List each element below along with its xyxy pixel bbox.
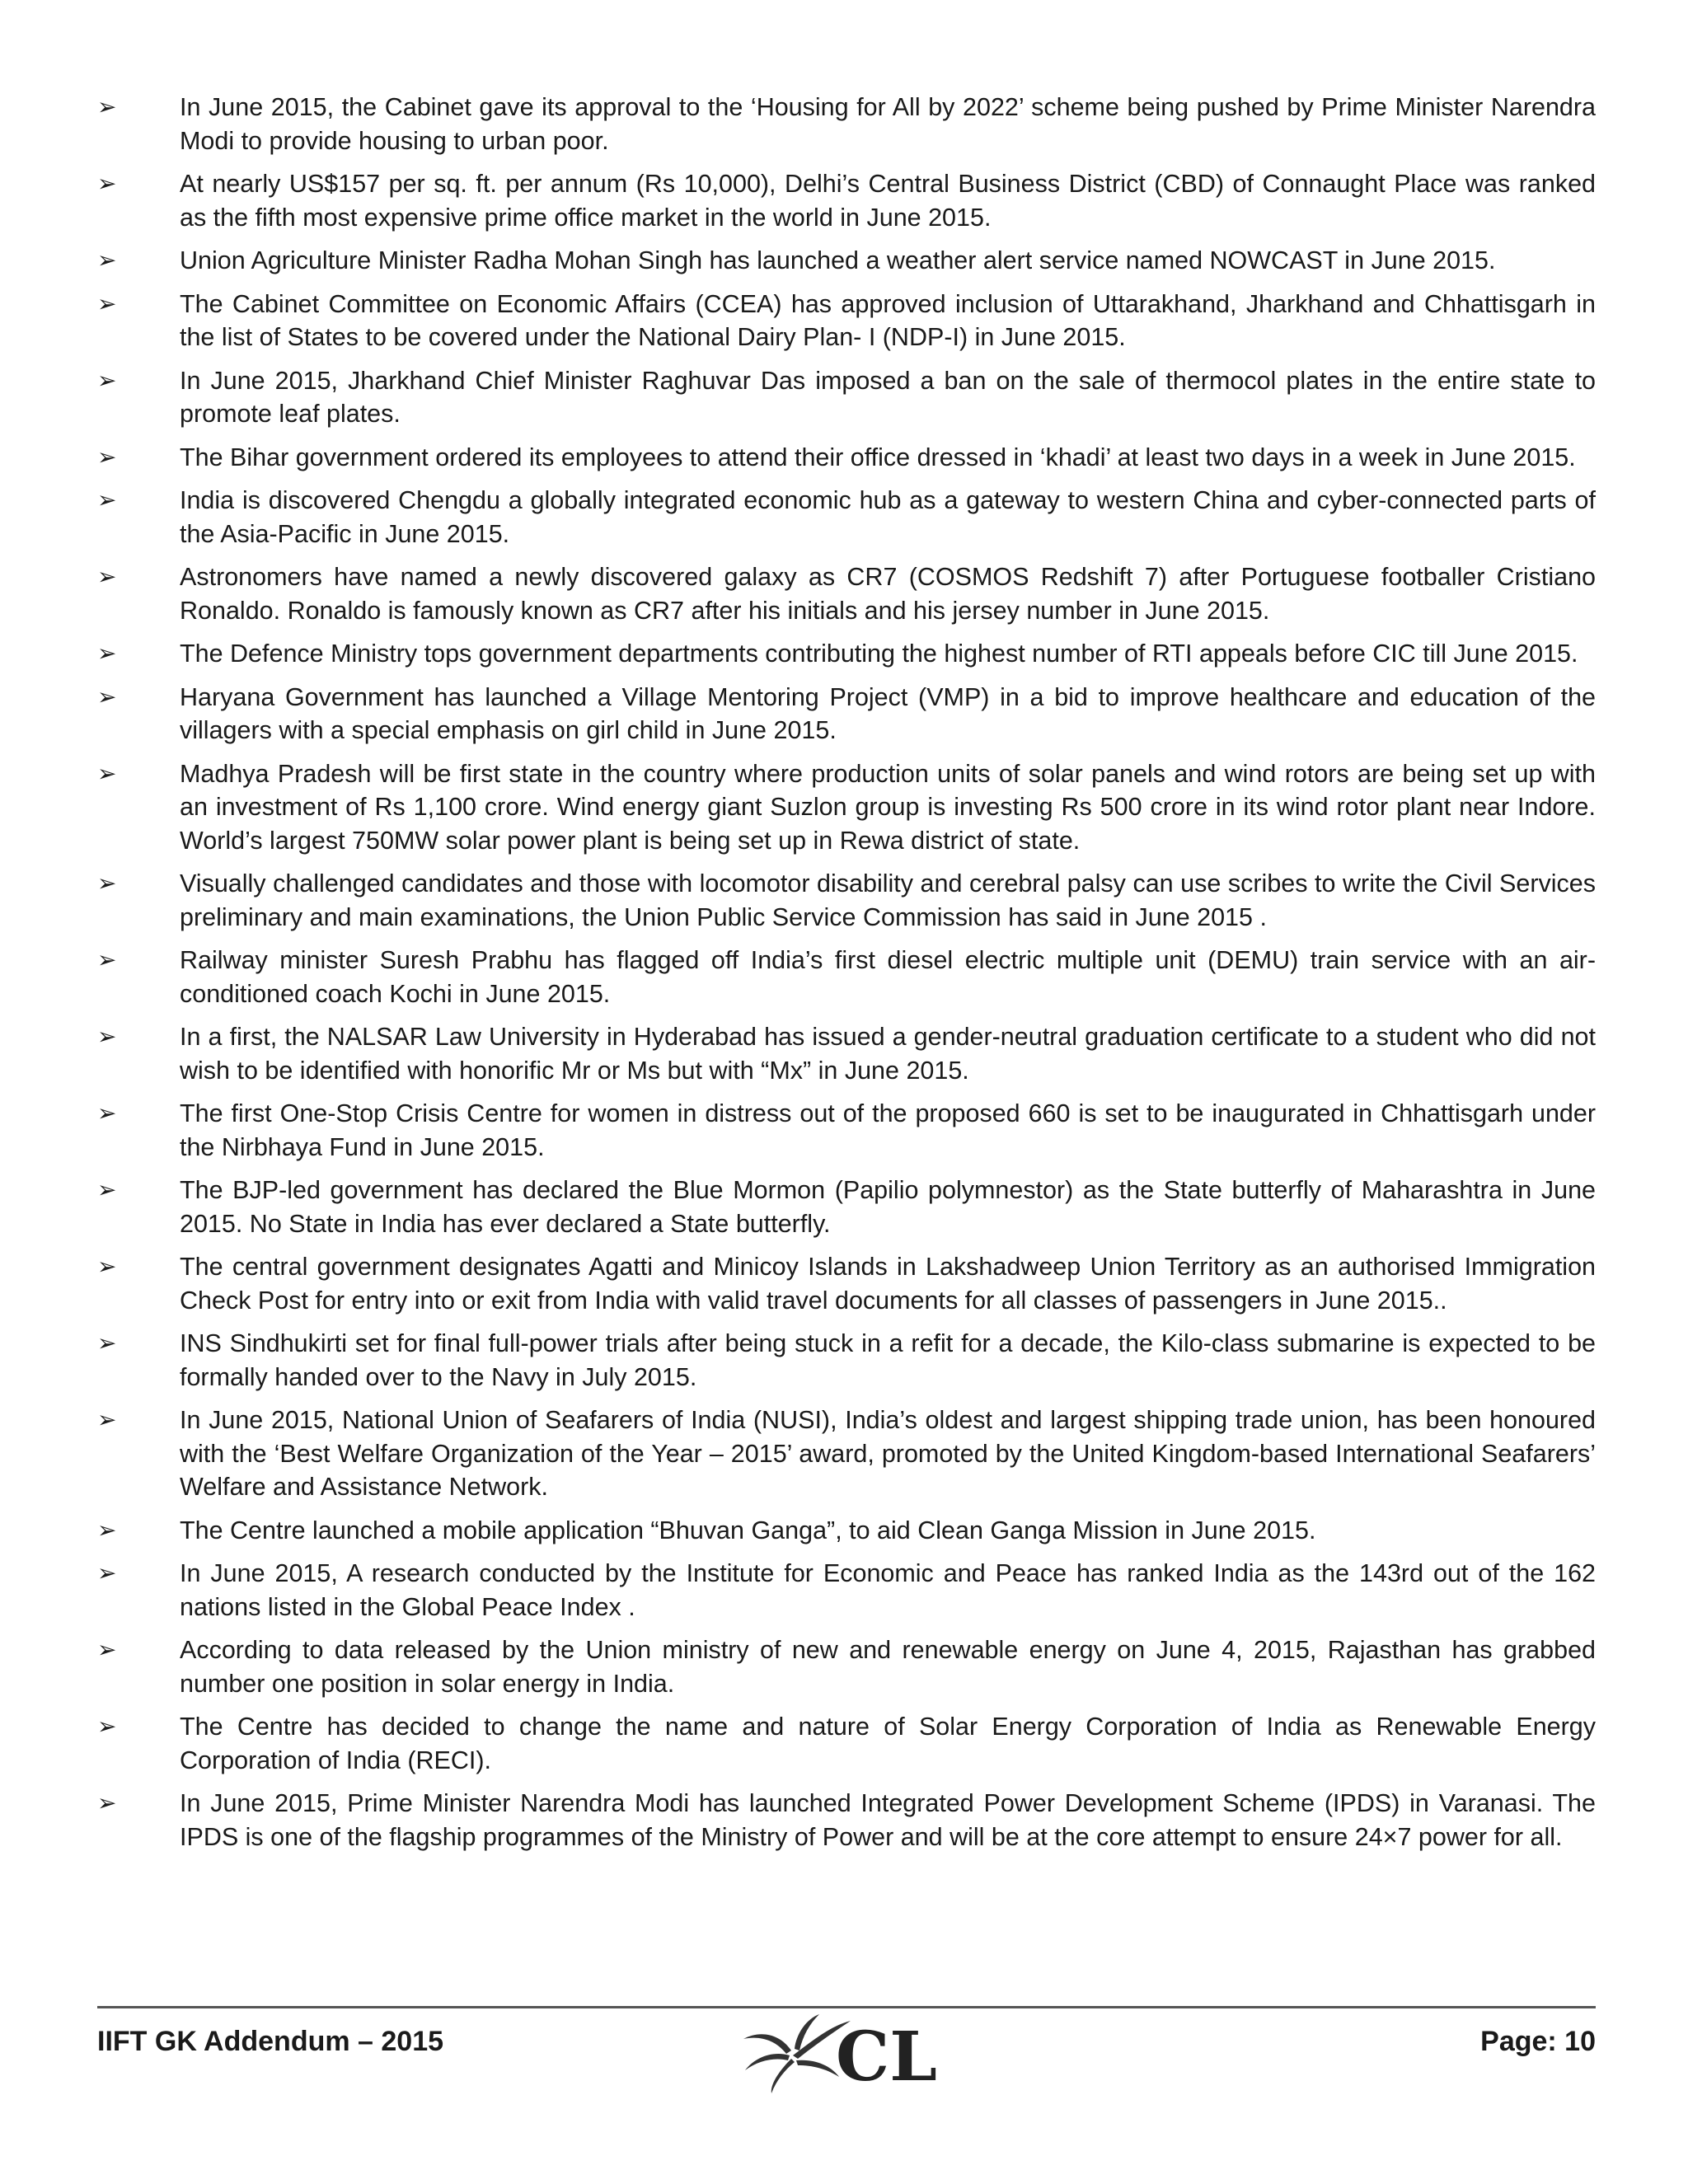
bullet-item (97, 944, 1596, 1010)
bullet-text: In June 2015, Prime Minister Narendra Modi has launched Integrated Power Development Scheme (IPDS) in Varanasi. The IPDS is one of the flagship programmes of the Ministry of Power and will be at the core attempt to ensure 24×7 power for all. (180, 1789, 1596, 1851)
bullet-text: The Centre has decided to change the name and nature of Solar Energy Corporation of India as Renewable Energy Corporation of India (RECI). (180, 1713, 1596, 1774)
bullet-item (97, 867, 1596, 934)
bullet-arrow-icon: ➢ (97, 94, 117, 120)
bullet-item (97, 244, 1596, 278)
bullet-arrow-icon: ➢ (97, 640, 117, 666)
bullet-arrow-icon: ➢ (97, 947, 117, 972)
bullet-arrow-icon: ➢ (97, 1330, 117, 1356)
cl-logo-text: CL (836, 2018, 937, 2097)
bullet-text: In June 2015, the Cabinet gave its approval to the ‘Housing for All by 2022’ scheme being pushed by Prime Minister Narendra Modi to provide housing to urban poor. (180, 93, 1596, 155)
bullet-text: The Defence Ministry tops government departments contributing the highest number of RTI appeals before CIC till June 2015. (180, 640, 1578, 668)
bullet-arrow-icon: ➢ (97, 1713, 117, 1739)
bullet-arrow-icon: ➢ (97, 171, 117, 196)
bullet-text: The BJP-led government has declared the Blue Mormon (Papilio polymnestor) as the State butterfly of Maharashtra in June 2015. No State in India has ever declared a State butterfly. (180, 1176, 1596, 1238)
bullet-item (97, 1514, 1596, 1548)
bullet-item (97, 1327, 1596, 1394)
bullet-text: Railway minister Suresh Prabhu has flagged off India’s first diesel electric multiple unit (DEMU) train service with an air-conditioned coach Kochi in June 2015. (180, 946, 1596, 1008)
bullet-arrow-icon: ➢ (97, 443, 117, 470)
bullet-text: The central government designates Agatti and Minicoy Islands in Lakshadweep Union Territory as an authorised Immigration Check Post for entry into or exit from India with valid travel documents for all classes of passengers in June 2015.. (180, 1253, 1596, 1315)
bullet-item (97, 167, 1596, 234)
bullet-item (97, 757, 1596, 858)
bullet-text: In June 2015, Jharkhand Chief Minister Raghuvar Das imposed a ban on the sale of thermocol plates in the entire state to promote leaf plates. (180, 366, 1596, 428)
bullet-text: Astronomers have named a newly discovered galaxy as CR7 (COSMOS Redshift 7) after Portuguese footballer Cristiano Ronaldo. Ronaldo is famously known as CR7 after his initials and his jersey number in June 2015. (180, 563, 1596, 625)
bullet-text: The first One-Stop Crisis Centre for women in distress out of the proposed 660 is set to be inaugurated in Chhattisgarh under the Nirbhaya Fund in June 2015. (180, 1099, 1596, 1161)
bullet-arrow-icon: ➢ (97, 870, 117, 896)
bullet-text: Visually challenged candidates and those with locomotor disability and cerebral palsy can use scribes to write the Civil Services preliminary and main examinations, the Union Public Service Commission has said in June 2015 . (180, 869, 1596, 931)
bullet-arrow-icon: ➢ (97, 1560, 117, 1586)
bullet-item (97, 91, 1596, 157)
bullet-item (97, 1020, 1596, 1087)
bullet-arrow-icon: ➢ (97, 1100, 117, 1126)
bullet-text: INS Sindhukirti set for final full-power trials after being stuck in a refit for a decade, the Kilo-class submarine is expected to be formally handed over to the Navy in July 2015. (180, 1329, 1596, 1391)
bullet-arrow-icon: ➢ (97, 760, 117, 786)
bullet-arrow-icon: ➢ (97, 1177, 117, 1202)
bullet-text: In June 2015, National Union of Seafarers of India (NUSI), India’s oldest and largest shipping trade union, has been honoured with the ‘Best Welfare Organization of the Year – 2015’ award, promoted by the United Kingdom-based International Seafarers’ Welfare and Assistance Network. (180, 1406, 1596, 1501)
bullet-text: Union Agriculture Minister Radha Mohan Singh has launched a weather alert service named NOWCAST in June 2015. (180, 246, 1496, 274)
bullet-arrow-icon: ➢ (97, 1024, 117, 1049)
bullet-arrow-icon: ➢ (97, 247, 117, 273)
bullet-arrow-icon: ➢ (97, 1790, 117, 1816)
cl-logo (734, 2008, 948, 2098)
bullet-item (97, 1787, 1596, 1854)
bullet-item (97, 1097, 1596, 1164)
page-content (97, 91, 1596, 1863)
bullet-text: Haryana Government has launched a Village Mentoring Project (VMP) in a bid to improve healthcare and education of the villagers with a special emphasis on girl child in June 2015. (180, 682, 1596, 744)
bullet-list (97, 91, 1596, 1854)
bullet-text: In a first, the NALSAR Law University in Hyderabad has issued a gender-neutral graduation certificate to a student who did not wish to be identified with honorific Mr or Ms but with “Mx” in June 2015. (180, 1023, 1596, 1085)
bullet-item (97, 1557, 1596, 1624)
bullet-item (97, 1250, 1596, 1317)
bullet-item (97, 1174, 1596, 1240)
bullet-arrow-icon: ➢ (97, 487, 117, 513)
page-number: Page: 10 (1480, 2026, 1596, 2057)
bullet-item (97, 1633, 1596, 1700)
bullet-text: In June 2015, A research conducted by the Institute for Economic and Peace has ranked India as the 143rd out of the 162 nations listed in the Global Peace Index . (180, 1559, 1596, 1621)
bullet-arrow-icon: ➢ (97, 1254, 117, 1279)
bullet-item (97, 441, 1596, 475)
bullet-text: According to data released by the Union ministry of new and renewable energy on June 4, 2015, Rajasthan has grabbed number one position in solar energy in India. (180, 1636, 1596, 1698)
bullet-arrow-icon: ➢ (97, 290, 117, 316)
bullet-text: The Bihar government ordered its employees to attend their office dressed in ‘khadi’ at least two days in a week in June 2015. (180, 443, 1576, 471)
bullet-text: At nearly US$157 per sq. ft. per annum (Rs 10,000), Delhi’s Central Business District (CBD) of Connaught Place was ranked as the fifth most expensive prime office market in the world in June 2015. (180, 170, 1596, 232)
bullet-item (97, 364, 1596, 431)
bullet-item (97, 560, 1596, 627)
bullet-arrow-icon: ➢ (97, 683, 117, 710)
bullet-text: The Cabinet Committee on Economic Affairs (CCEA) has approved inclusion of Uttarakhand, Jharkhand and Chhattisgarh in the list of States to be covered under the National Dairy Plan- I (NDP-I) in June 2015. (180, 289, 1596, 351)
swirl-icon (743, 2014, 851, 2093)
bullet-item (97, 484, 1596, 551)
bullet-item (97, 637, 1596, 671)
bullet-item (97, 1710, 1596, 1777)
bullet-arrow-icon: ➢ (97, 1407, 117, 1432)
footer-title: IIFT GK Addendum – 2015 (97, 2026, 444, 2057)
bullet-item (97, 681, 1596, 748)
bullet-text: The Centre launched a mobile application “Bhuvan Ganga”, to aid Clean Ganga Mission in June 2015. (180, 1516, 1316, 1544)
bullet-arrow-icon: ➢ (97, 1637, 117, 1662)
bullet-arrow-icon: ➢ (97, 564, 117, 589)
bullet-item (97, 288, 1596, 354)
bullet-text: India is discovered Chengdu a globally integrated economic hub as a gateway to western China and cyber-connected parts of the Asia-Pacific in June 2015. (180, 486, 1596, 548)
bullet-item (97, 1404, 1596, 1504)
bullet-arrow-icon: ➢ (97, 1516, 117, 1543)
bullet-arrow-icon: ➢ (97, 367, 117, 393)
bullet-text: Madhya Pradesh will be first state in the country where production units of solar panels and wind rotors are being set up with an investment of Rs 1,100 crore. Wind energy giant Suzlon group is investing Rs 500 crore in its wind rotor plant near Indore. World’s largest 750MW solar power plant is being set up in Rewa district of state. (180, 759, 1596, 855)
